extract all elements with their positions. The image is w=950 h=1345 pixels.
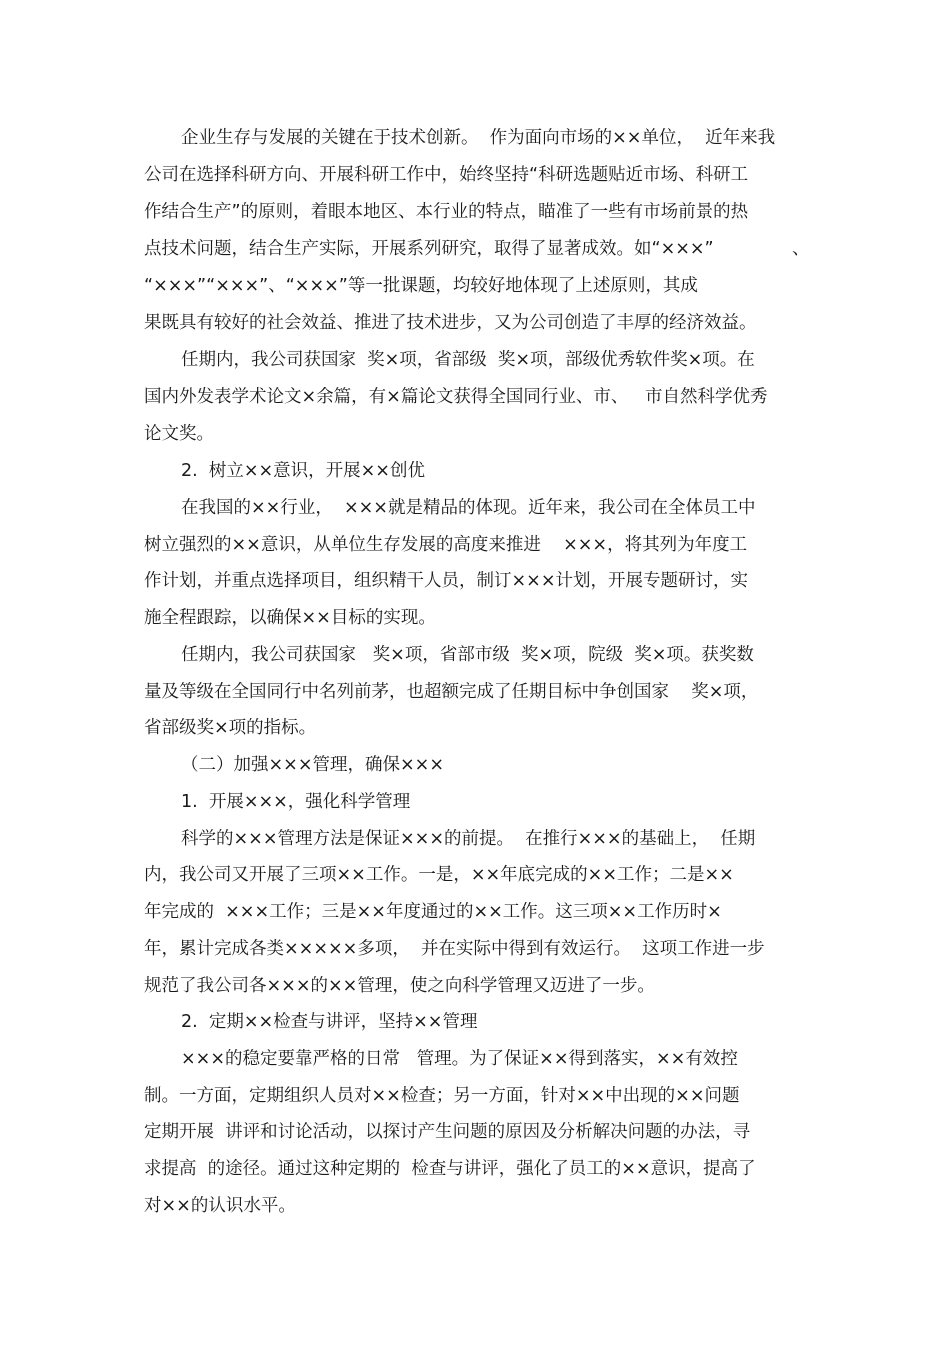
text-line: 年完成的 ×××工作；三是××年度通过的××工作。这三项××工作历时×	[144, 902, 722, 922]
text-line: 企业生存与发展的关键在于技术创新。 作为面向市场的××单位， 近年来我	[181, 128, 776, 148]
text-line: “×××”“×××”、“×××”等一批课题，均较好地体现了上述原则，其成	[144, 276, 698, 296]
text-line: 公司在选择科研方向、开展科研工作中，始终坚持“科研选题贴近市场、科研工	[144, 165, 749, 185]
text-line: 对××的认识水平。	[144, 1196, 296, 1216]
section-heading: 2. 定期××检查与讲评，坚持××管理	[181, 1012, 478, 1032]
text-line: 任期内，我公司获国家 奖×项，省部级 奖×项，部级优秀软件奖×项。在	[181, 350, 755, 370]
text-line: 内，我公司又开展了三项××工作。一是，××年底完成的××工作；二是××	[144, 865, 734, 885]
text-line: 省部级奖×项的指标。	[144, 718, 317, 738]
section-heading: （二）加强×××管理，确保×××	[181, 755, 444, 775]
text-line: 年，累计完成各类×××××多项， 并在实际中得到有效运行。 这项工作进一步	[144, 939, 765, 959]
text-line: 树立强烈的××意识，从单位生存发展的高度来推进 ×××，将其列为年度工	[144, 535, 748, 555]
text-line: 规范了我公司各×××的××管理，使之向科学管理又迈进了一步。	[144, 976, 655, 996]
text-line: 科学的×××管理方法是保证×××的前提。 在推行×××的基础上， 任期	[181, 829, 756, 849]
section-heading: 1. 开展×××，强化科学管理	[181, 792, 411, 812]
text-line: 施全程跟踪，以确保××目标的实现。	[144, 608, 436, 628]
text-line: 论文奖。	[144, 424, 214, 444]
text-line: 作计划，并重点选择项目，组织精干人员，制订×××计划，开展专题研讨，实	[144, 571, 748, 591]
section-heading: 2. 树立××意识，开展××创优	[181, 461, 425, 481]
text-line: 定期开展 讲评和讨论活动，以探讨产生问题的原因及分析解决问题的办法，寻	[144, 1122, 751, 1142]
text-line: 果既具有较好的社会效益、推进了技术进步，又为公司创造了丰厚的经济效益。	[144, 313, 757, 333]
text-line: 点技术问题，结合生产实际，开展系列研究，取得了显著成效。如“×××”	[144, 239, 714, 259]
text-line: ×××的稳定要靠严格的日常 管理。为了保证××得到落实，××有效控	[181, 1049, 738, 1069]
text-line: 量及等级在全国同行中名列前茅，也超额完成了任期目标中争创国家 奖×项，	[144, 682, 759, 702]
text-line: 作结合生产”的原则，着眼本地区、本行业的特点，瞄准了一些有市场前景的热	[144, 202, 749, 222]
text-line: 国内外发表学术论文×余篇，有×篇论文获得全国同行业、市、 市自然科学优秀	[144, 387, 768, 407]
text-line: 在我国的××行业， ×××就是精品的体现。近年来，我公司在全体员工中	[181, 498, 756, 518]
text-line: 求提高 的途径。通过这种定期的 检查与讲评，强化了员工的××意识，提高了	[144, 1159, 756, 1179]
text-line: 任期内，我公司获国家 奖×项，省部市级 奖×项，院级 奖×项。获奖数	[181, 645, 754, 665]
text-line: 制。一方面，定期组织人员对××检查；另一方面，针对××中出现的××问题	[144, 1086, 740, 1106]
text-line: 、	[792, 239, 810, 259]
